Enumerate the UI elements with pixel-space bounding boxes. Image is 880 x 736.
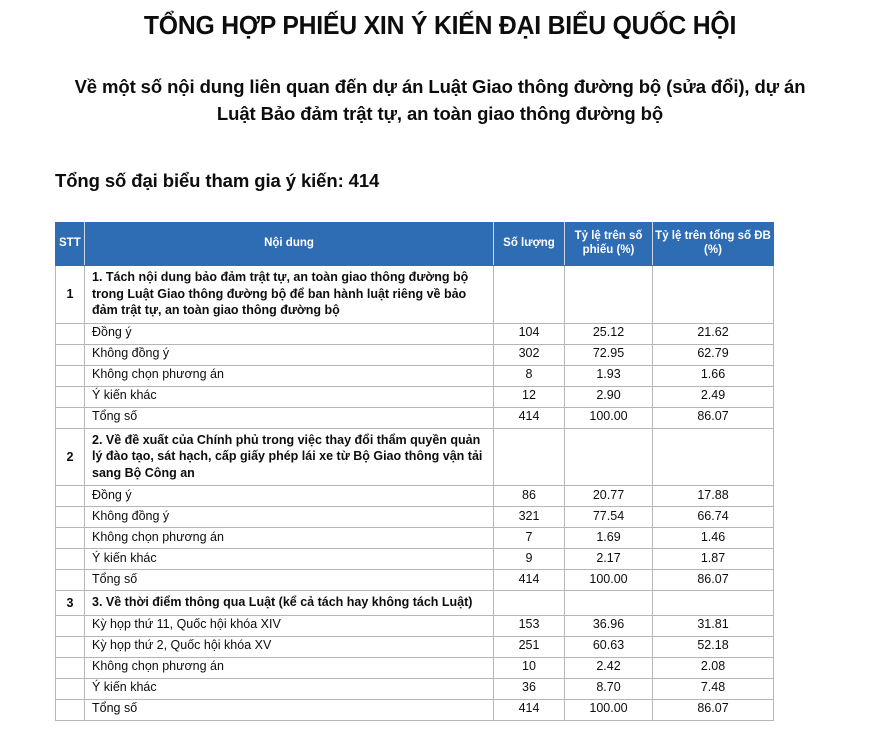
row-pct-votes: 77.54 [565,507,653,528]
section-pct-votes-blank [565,591,653,616]
row-quantity: 36 [494,678,565,699]
column-header-content: Nội dung [85,223,494,266]
row-pct-total: 86.07 [653,699,774,720]
row-stt-blank [56,657,85,678]
row-pct-total: 66.74 [653,507,774,528]
row-stt-blank [56,549,85,570]
row-stt-blank [56,678,85,699]
section-quantity-blank [494,266,565,324]
row-quantity: 7 [494,528,565,549]
row-quantity: 414 [494,699,565,720]
row-pct-total: 21.62 [653,323,774,344]
row-quantity: 153 [494,615,565,636]
section-pct-total-blank [653,266,774,324]
section-number: 1 [56,266,85,324]
row-label: Không đồng ý [85,344,494,365]
row-pct-votes: 2.90 [565,386,653,407]
row-pct-votes: 100.00 [565,407,653,428]
table-row [56,344,774,365]
row-quantity: 10 [494,657,565,678]
row-pct-votes: 1.93 [565,365,653,386]
section-title: 3. Về thời điểm thông qua Luật (kể cả tách hay không tách Luật) [85,591,494,616]
row-label: Tổng số [85,407,494,428]
row-quantity: 104 [494,323,565,344]
row-stt-blank [56,386,85,407]
row-stt-blank [56,507,85,528]
row-quantity: 8 [494,365,565,386]
row-pct-total: 2.49 [653,386,774,407]
table-row-total [56,407,774,428]
row-label: Không chọn phương án [85,365,494,386]
row-pct-total: 52.18 [653,636,774,657]
row-stt-blank [56,699,85,720]
row-pct-total: 31.81 [653,615,774,636]
row-pct-total: 1.66 [653,365,774,386]
row-pct-votes: 60.63 [565,636,653,657]
table-row [56,323,774,344]
survey-results-table [55,222,774,721]
row-pct-votes: 25.12 [565,323,653,344]
table-row [56,365,774,386]
row-pct-votes: 2.42 [565,657,653,678]
table-row [56,549,774,570]
table-row [56,486,774,507]
table-row-total [56,699,774,720]
row-pct-votes: 2.17 [565,549,653,570]
row-label: Không chọn phương án [85,657,494,678]
row-stt-blank [56,486,85,507]
row-pct-votes: 100.00 [565,570,653,591]
row-label: Ý kiến khác [85,678,494,699]
row-quantity: 12 [494,386,565,407]
section-pct-votes-blank [565,266,653,324]
row-pct-total: 17.88 [653,486,774,507]
section-quantity-blank [494,428,565,486]
total-participants-label: Tổng số đại biểu tham gia ý kiến: 414 [55,170,380,191]
row-stt-blank [56,570,85,591]
table-row-total [56,570,774,591]
column-header-pct-votes: Tỷ lệ trên số phiếu (%) [565,223,653,266]
row-stt-blank [56,344,85,365]
row-stt-blank [56,636,85,657]
row-pct-votes: 100.00 [565,699,653,720]
row-pct-votes: 20.77 [565,486,653,507]
row-pct-total: 7.48 [653,678,774,699]
section-pct-total-blank [653,428,774,486]
row-label: Đồng ý [85,323,494,344]
section-number: 2 [56,428,85,486]
section-header-row [56,266,774,324]
row-pct-total: 1.87 [653,549,774,570]
row-stt-blank [56,615,85,636]
row-label: Ý kiến khác [85,549,494,570]
row-label: Tổng số [85,570,494,591]
row-pct-votes: 1.69 [565,528,653,549]
row-quantity: 321 [494,507,565,528]
section-header-row [56,591,774,616]
table-row [56,615,774,636]
row-quantity: 302 [494,344,565,365]
row-label: Ý kiến khác [85,386,494,407]
section-title: 2. Về đề xuất của Chính phủ trong việc thay đổi thẩm quyền quản lý đào tạo, sát hạch, cấp giấy phép lái xe từ Bộ Giao thông vận tải sang Bộ Công an [85,428,494,486]
row-stt-blank [56,407,85,428]
row-pct-total: 62.79 [653,344,774,365]
page-subtitle: Về một số nội dung liên quan đến dự án Luật Giao thông đường bộ (sửa đổi), dự án Luật Bảo đảm trật tự, an toàn giao thông đường bộ [74,76,806,124]
section-number: 3 [56,591,85,616]
row-label: Tổng số [85,699,494,720]
row-pct-total: 86.07 [653,407,774,428]
section-pct-votes-blank [565,428,653,486]
row-label: Không chọn phương án [85,528,494,549]
column-header-pct-total: Tỷ lệ trên tổng số ĐB (%) [653,223,774,266]
row-quantity: 86 [494,486,565,507]
table-row [56,636,774,657]
table-row [56,678,774,699]
row-label: Kỳ họp thứ 2, Quốc hội khóa XV [85,636,494,657]
row-label: Đồng ý [85,486,494,507]
page-title: TỔNG HỢP PHIẾU XIN Ý KIẾN ĐẠI BIỂU QUỐC HỘI [143,12,737,40]
section-pct-total-blank [653,591,774,616]
section-quantity-blank [494,591,565,616]
table-row [56,507,774,528]
table-row [56,657,774,678]
section-header-row [56,428,774,486]
row-quantity: 251 [494,636,565,657]
row-pct-votes: 72.95 [565,344,653,365]
table-row [56,528,774,549]
column-header-stt: STT [56,223,85,266]
row-quantity: 414 [494,407,565,428]
row-quantity: 414 [494,570,565,591]
section-title: 1. Tách nội dung bảo đảm trật tự, an toàn giao thông đường bộ trong Luật Giao thông đường bộ để ban hành luật riêng về bảo đảm trật tự, an toàn giao thông đường bộ [85,266,494,324]
row-quantity: 9 [494,549,565,570]
row-pct-total: 1.46 [653,528,774,549]
table-header-row [56,223,774,266]
row-pct-votes: 8.70 [565,678,653,699]
row-stt-blank [56,323,85,344]
row-pct-total: 2.08 [653,657,774,678]
row-pct-votes: 36.96 [565,615,653,636]
table-body [56,266,774,721]
row-label: Không đồng ý [85,507,494,528]
column-header-quantity: Số lượng [494,223,565,266]
row-label: Kỳ họp thứ 11, Quốc hội khóa XIV [85,615,494,636]
row-pct-total: 86.07 [653,570,774,591]
table-header [56,223,774,266]
row-stt-blank [56,365,85,386]
table-row [56,386,774,407]
row-stt-blank [56,528,85,549]
